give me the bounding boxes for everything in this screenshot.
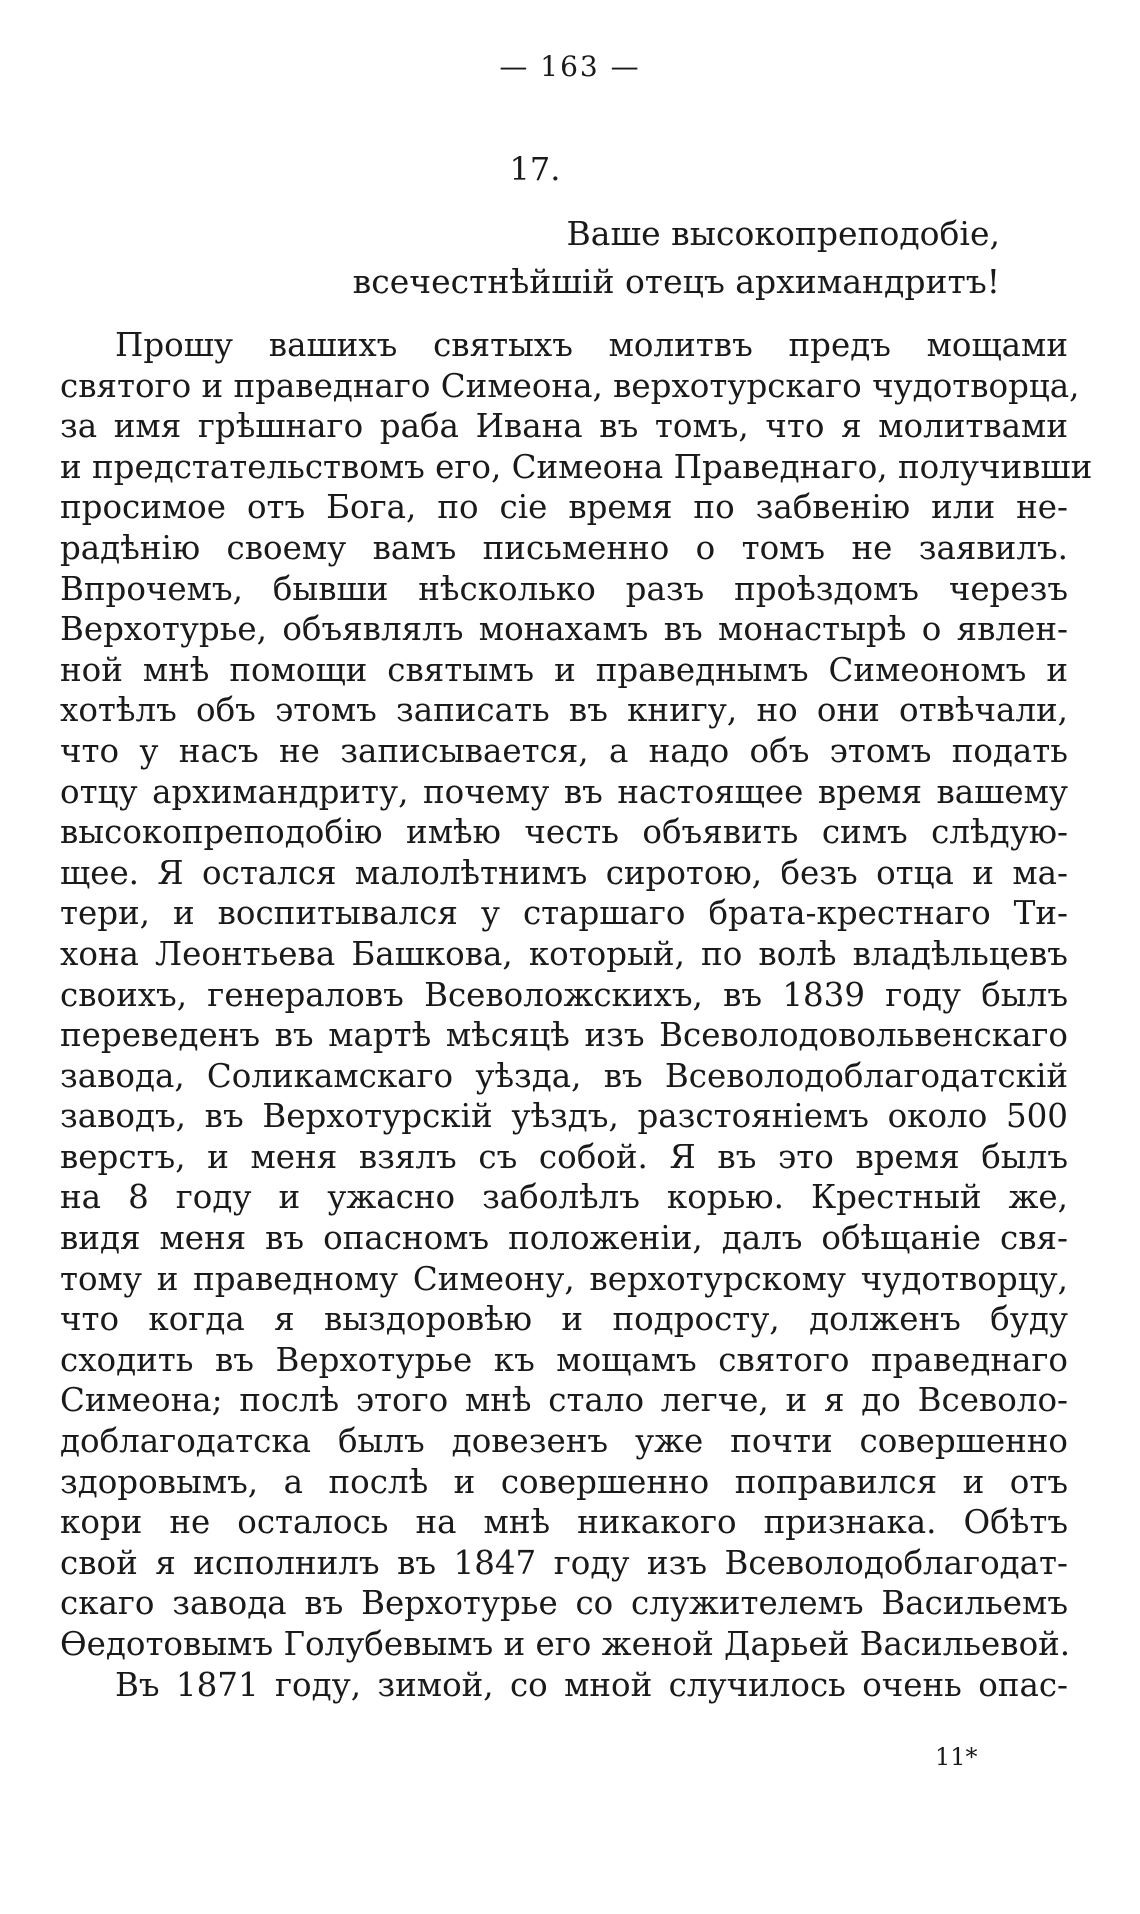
text-line: скаго завода въ Верхотурье со служителемъ Васильемъ	[60, 1584, 1068, 1623]
text-line: доблагодатска былъ довезенъ уже почти совершенно	[60, 1422, 1068, 1461]
paragraph-1	[60, 325, 1093, 1665]
text-line: радѣнію своему вамъ письменно о томъ не заявилъ.	[60, 528, 1068, 567]
salutation	[353, 210, 1000, 306]
text-line: Верхотурье, объявлялъ монахамъ въ монастырѣ о явлен-	[60, 610, 1068, 649]
text-line: щее. Я остался малолѣтнимъ сиротою, безъ отца и ма-	[60, 853, 1068, 892]
text-line: Впрочемъ, бывши нѣсколько разъ проѣздомъ черезъ	[60, 569, 1068, 608]
text-line: что когда я выздоровѣю и подросту, долженъ буду	[60, 1300, 1068, 1339]
text-line: верстъ, и меня взялъ съ собой. Я въ это время былъ	[60, 1137, 1068, 1176]
text-line: кори не осталось на мнѣ никакого признака. Обѣтъ	[60, 1503, 1068, 1542]
letter-body	[60, 325, 1093, 1705]
text-line: Прошу вашихъ святыхъ молитвъ предъ мощами	[115, 326, 1068, 364]
text-line: и предстательствомъ его, Симеона Праведнаго, получивши	[60, 447, 1093, 486]
text-line: Симеона; послѣ этого мнѣ стало легче, и я до Всеволо-	[60, 1381, 1068, 1420]
text-line: отцу архимандриту, почему въ настоящее время вашему	[60, 772, 1068, 811]
text-line: сходить въ Верхотурье къ мощамъ святого праведнаго	[60, 1340, 1068, 1379]
text-line: что у насъ не записывается, а надо объ этомъ подать	[60, 731, 1068, 770]
text-line: завода, Соликамскаго уѣзда, въ Всеволодоблагодатскій	[60, 1056, 1068, 1095]
text-line: заводъ, въ Верхотурскій уѣздъ, разстояніемъ около 500	[60, 1097, 1068, 1136]
text-line: просимое отъ Бога, по сіе время по забвенію или не-	[60, 488, 1068, 527]
page-number: — 163 —	[499, 50, 641, 83]
text-line: свой я исполнилъ въ 1847 году изъ Всеволодоблагодат-	[60, 1543, 1068, 1582]
text-line: хотѣлъ объ этомъ записать въ книгу, но они отвѣчали,	[60, 691, 1068, 730]
text-line: тому и праведному Симеону, верхотурскому чудотворцу,	[60, 1259, 1068, 1298]
text-line: своихъ, генераловъ Всеволожскихъ, въ 1839 году былъ	[60, 975, 1068, 1014]
text-line: Ѳедотовымъ Голубевымъ и его женой Дарьей Васильевой.	[60, 1625, 1071, 1663]
paragraph-2	[60, 1665, 1068, 1706]
salutation-line: Ваше высокопреподобіе,	[566, 214, 1000, 253]
text-line: святого и праведнаго Симеона, верхотурскаго чудотворца,	[60, 366, 1080, 405]
text-line: на 8 году и ужасно заболѣлъ корью. Крестный же,	[60, 1178, 1068, 1217]
text-line: ной мнѣ помощи святымъ и праведнымъ Симеономъ и	[60, 650, 1068, 689]
salutation-line: всечестнѣйшій отецъ архимандритъ!	[352, 262, 1000, 301]
text-line: высокопреподобію имѣю честь объявить симъ слѣдую-	[60, 813, 1068, 852]
text-line: переведенъ въ мартѣ мѣсяцѣ изъ Всеволодовольвенскаго	[60, 1016, 1068, 1055]
text-line: тери, и воспитывался у старшаго брата-крестнаго Ти-	[60, 894, 1068, 933]
text-line: за имя грѣшнаго раба Ивана въ томъ, что я молитвами	[60, 407, 1068, 446]
text-line: видя меня въ опасномъ положеніи, далъ обѣщаніе свя-	[60, 1219, 1068, 1258]
letter-number: 17.	[509, 150, 561, 188]
text-line: хона Леонтьева Башкова, который, по волѣ владѣльцевъ	[60, 934, 1068, 973]
text-line: здоровымъ, а послѣ и совершенно поправился и отъ	[60, 1462, 1068, 1501]
text-line: Въ 1871 году, зимой, со мной случилось очень опас-	[115, 1665, 1068, 1704]
signature-mark: 11*	[935, 1743, 978, 1771]
